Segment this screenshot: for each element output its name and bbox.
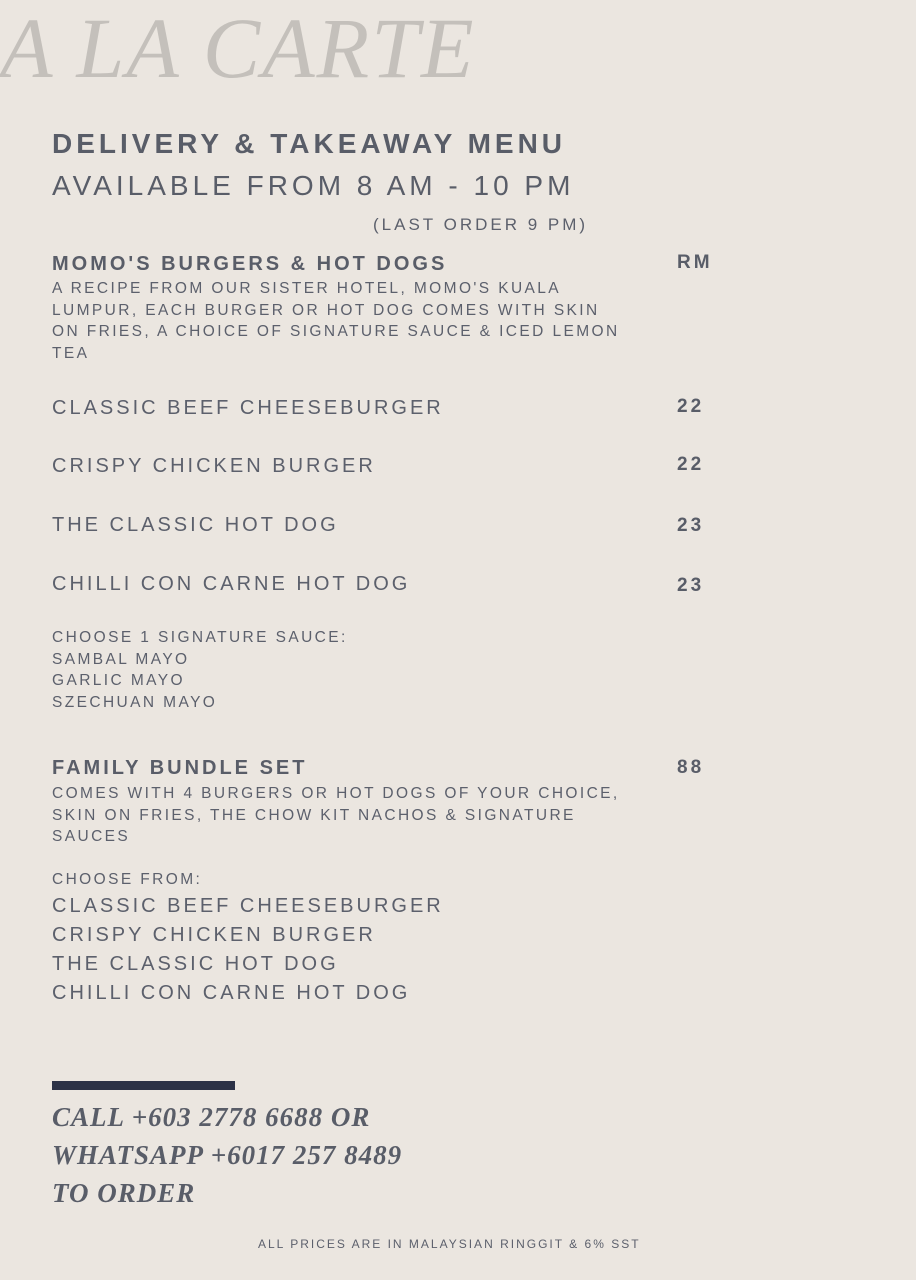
menu-item-price: 23 [677,575,705,596]
menu-item-name: CHILLI CON CARNE HOT DOG [52,573,411,595]
currency-label: RM [677,252,713,273]
bundle-choice: CLASSIC BEEF CHEESEBURGER [52,895,444,917]
bundle-choice: THE CLASSIC HOT DOG [52,953,339,975]
sauce-option: SZECHUAN MAYO [52,694,218,712]
contact-order-line: TO ORDER [52,1178,196,1208]
accent-divider [52,1081,235,1090]
bundle-choice: CHILLI CON CARNE HOT DOG [52,982,411,1004]
choose-heading: CHOOSE FROM: [52,871,203,888]
section-title-burgers: MOMO'S BURGERS & HOT DOGS [52,253,448,275]
menu-hours: AVAILABLE FROM 8 AM - 10 PM [52,170,575,201]
section-description-burgers: A RECIPE FROM OUR SISTER HOTEL, MOMO'S KUALA LUMPUR, EACH BURGER OR HOT DOG COMES WITH SKIN ON FRIES, A CHOICE OF SIGNATURE SAUCE & ICED LEMON TEA [52,280,620,362]
sauce-list [52,627,348,714]
menu-title: DELIVERY & TAKEAWAY MENU [52,128,567,159]
bundle-choice-list [52,892,444,1008]
last-order-note: (LAST ORDER 9 PM) [373,215,589,234]
order-contact [52,1098,402,1212]
bundle-choice: CRISPY CHICKEN BURGER [52,924,376,946]
menu-item-name: CLASSIC BEEF CHEESEBURGER [52,397,444,419]
menu-item-price: 22 [677,454,705,475]
contact-whatsapp-line: WHATSAPP +6017 257 8489 [52,1140,403,1170]
page-title: A LA CARTE [0,0,476,96]
section-description-bundle: COMES WITH 4 BURGERS OR HOT DOGS OF YOUR CHOICE, SKIN ON FRIES, THE CHOW KIT NACHOS & SIGNATURE SAUCES [52,785,620,845]
sauce-option: SAMBAL MAYO [52,650,190,668]
menu-item-name: CRISPY CHICKEN BURGER [52,455,376,477]
menu-item-price: 23 [677,515,705,536]
contact-phone-line: CALL +603 2778 6688 OR [52,1102,371,1132]
section-title-bundle: FAMILY BUNDLE SET [52,757,308,779]
sauce-option: GARLIC MAYO [52,672,185,690]
bundle-price: 88 [677,757,705,778]
menu-item-name: THE CLASSIC HOT DOG [52,514,339,536]
menu-item-price: 22 [677,396,705,417]
sauce-heading: CHOOSE 1 SIGNATURE SAUCE: [52,629,348,646]
price-footnote: ALL PRICES ARE IN MALAYSIAN RINGGIT & 6% SST [258,1237,641,1251]
